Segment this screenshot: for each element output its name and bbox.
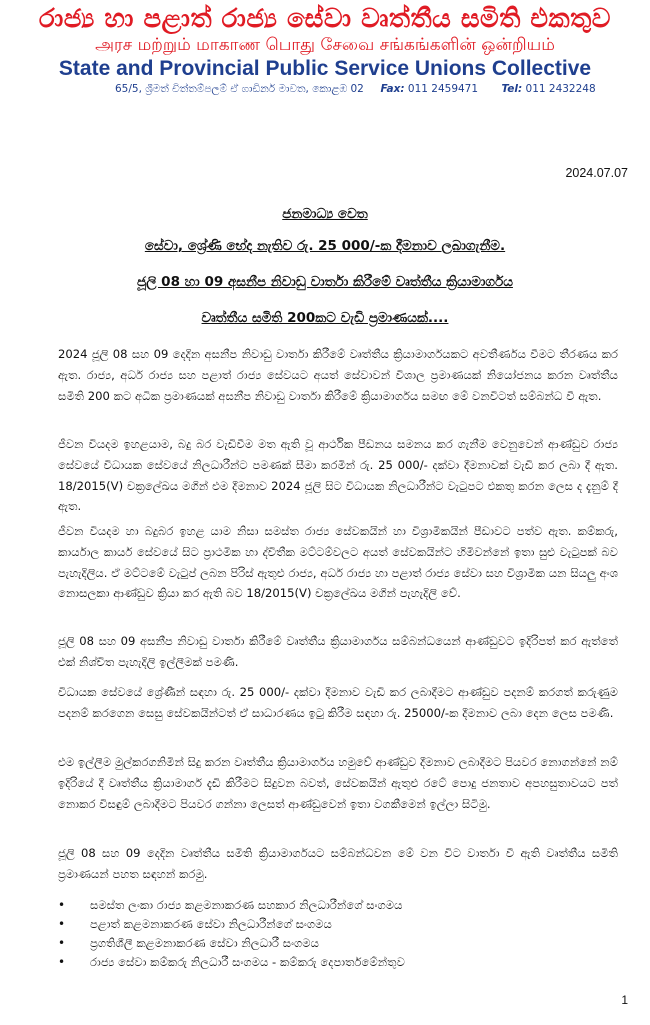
paragraph-7: ජූලි 08 සහ 09 දෙදින වෘත්තීය සමිති ක්‍රියාමාර්ගයට සම්බන්ධවන මේ වන විට වාර්තා වී ඇති වෘත්තීය සමිති ප්‍රමාණයන් පහත සඳහන් කරමු. (58, 846, 618, 881)
document-date: 2024.07.07 (565, 166, 628, 180)
org-name-english: State and Provincial Public Service Unions Collective (58, 57, 592, 80)
list-item: • පළාත් කළමනාකරණ සේවා නිලධාරීන්ගේ සංගමය (58, 915, 618, 934)
heading-title-3: වෘත්තීය සමිති 200කට වැඩි ප්‍රමාණයක්.... (201, 310, 449, 326)
page-number: 1 (621, 993, 628, 1007)
paragraph-4: ජූලි 08 සහ 09 අසනීප නිවාඩු වාර්තා කිරීමේ වෘත්තීය ක්‍රියාමාර්ගය සම්බන්ධයෙන් ආණ්ඩුවට ඉදිරිපත් කර ඇත්තේ එක් නිශ්චිත පැහැදිලි ඉල්ලීමක් පමණි. (58, 634, 618, 669)
paragraph-6: එම ඉල්ලීම මුල්කරගනිමින් සිදු කරන වෘත්තීය ක්‍රියාමාර්ගය හමුවේ ආණ්ඩුව දීමනාව ලබාදීමට පියවර නොගන්නේ නම් ඉදිරියේ දී වෘත්තීය ක්‍රියාමාර්ග දැඩි කිරීමට සිදුවන බවත්, සේවකයින් ඇතුළු රටේ පොදු ජනතාව අපහසුතාවයට පත් නොකර විසඳුම් ලබාදීමට පියවර ගන්නා ලෙසත් ආණ්ඩුවෙන් ඉතා වගකීමෙන් ඉල්ලා සිටිමු. (58, 755, 618, 811)
list-item: • ප්‍රගතිශීලී කළමනාකරණ සේවා නිලධාරී සංගමය (58, 934, 618, 953)
letterhead (0, 0, 650, 104)
fax-label: Fax: (380, 83, 405, 95)
bullet-icon: • (58, 917, 66, 931)
paragraph-5: විධායක සේවයේ ශ්‍රේණීන් සඳහා රු. 25 000/- දක්වා දීමනාව වැඩි කර ලබාදීමට ආණ්ඩුව පදනම් කරගත් කරුණුම පදනම් කරගෙන සෙසු සේවකයින්ටත් ඒ සාධාරණය ඉටු කිරීම සඳහා රු. 25000/-ක දීමනාව ලබා දෙන ලෙස පමණි. (58, 685, 618, 720)
address: 65/5, ශ්‍රීමත් චිත්තම්පලම් ඒ ගාඩිනර් මාවත, කොළඹ 02 (115, 83, 364, 95)
paragraph-3: ජීවන වියදම හා බදුබර ඉහළ යාම නිසා සමස්ත රාජ්‍ය සේවකයින් හා විශ්‍රාමිකයින් පීඩාවට පත්ව ඇත. කම්කරු, කාර්යාල කාර්ය සේවයේ සිට ප්‍රාථමික හා ද්විතීක මට්ටම්වලට අයත් සේවකයින්ට හිමිවන්නේ ඉතා සුළු වැටුපක් බව පැහැදිලිය. ඒ මට්ටමේ වැටුප් ලබන පිරිස් ඇතුළු රාජ්‍ය, අර්ධ රාජ්‍ය හා පළාත් රාජ්‍ය සේවා සහ විශ්‍රාමික යන සියලු අංශ නොසලකා ආණ්ඩුව ක්‍රියා කර ඇති බව 18/2015(V) චක්‍රලේඛය මගින් පැහැදිලි වේ. (58, 524, 618, 601)
contact-line (115, 82, 596, 96)
bullet-icon: • (58, 936, 66, 950)
org-name-tamil: அரச மற்றும் மாகாண பொது சேவை சங்கங்களின் ஒன்றியம் (95, 35, 555, 55)
bullet-icon: • (58, 955, 66, 969)
paragraph-2: ජීවන වියදම ඉහළයාම, බදු බර වැඩිවීම මත ඇති වූ ආර්ථික පීඩනය සමනය කර ගැනීම වෙනුවෙන් ආණ්ඩුව රාජ්‍ය සේවයේ විධායක සේවයේ නිලධාරීන්ට පමණක් සීමා කරමින් රු. 25 000/- දක්වා දීමනාවක් වැඩි කර ලබා දී ඇත. 18/2015(V) චක්‍රලේඛය මගින් එම දීමනාව 2024 ජූලි සිට විධායක නිලධාරීන්ට වැටුපට එකතු කරන ලෙස ද දැනුම් දී ඇත. (58, 437, 618, 514)
heading-title-1: සේවා, ශ්‍රේණි භේද නැතිව රු. 25 000/-ක දීමනාව ලබාගැනීම. (144, 238, 506, 254)
fax-number: 011 2459471 (407, 83, 479, 95)
org-name-sinhala: රාජ්‍ය හා පළාත් රාජ්‍ය සේවා වෘත්තීය සමිති එකතුව (39, 4, 611, 34)
tel-label: Tel: (501, 83, 523, 95)
heading-title-2: ජූලි 08 හා 09 අසනීප නිවාඩු වාර්තා කිරීමේ වෘත්තීය ක්‍රියාමාර්ගය (137, 274, 513, 290)
list-item: • සමස්ත ලංකා රාජ්‍ය කළමනාකරණ සහකාර නිලධාරීන්ගේ සංගමය (58, 896, 618, 915)
tel-number: 011 2432248 (525, 83, 596, 95)
heading-recipient: ජනමාධ්‍ය වෙත (282, 206, 368, 222)
list-item: • රාජ්‍ය සේවා කම්කරු නිලධාරී සංගමය - කම්කරු දෙපාර්තමේන්තුව (58, 953, 618, 972)
bullet-icon: • (58, 898, 66, 912)
union-list (58, 896, 618, 972)
paragraph-1: 2024 ජූලි 08 සහ 09 දෙදින අසනීප නිවාඩු වාර්තා කිරීමේ වෘත්තීය ක්‍රියාමාර්ගයකට අවතීර්ණය වීමට තීරණය කර ඇත. රාජ්‍ය, අර්ධ රාජ්‍ය සහ පළාත් රාජ්‍ය සේවයට අයත් සේවාවන් විශාල ප්‍රමාණයක් නියෝජනය කරන වෘත්තීය සමිති 200 කට අධික ප්‍රමාණයක් අසනීප නිවාඩු වාර්තා කිරීමේ ක්‍රියාමාර්ගය සමඟ මේ වනවිටත් සම්බන්ධ වී ඇත. (58, 347, 618, 403)
